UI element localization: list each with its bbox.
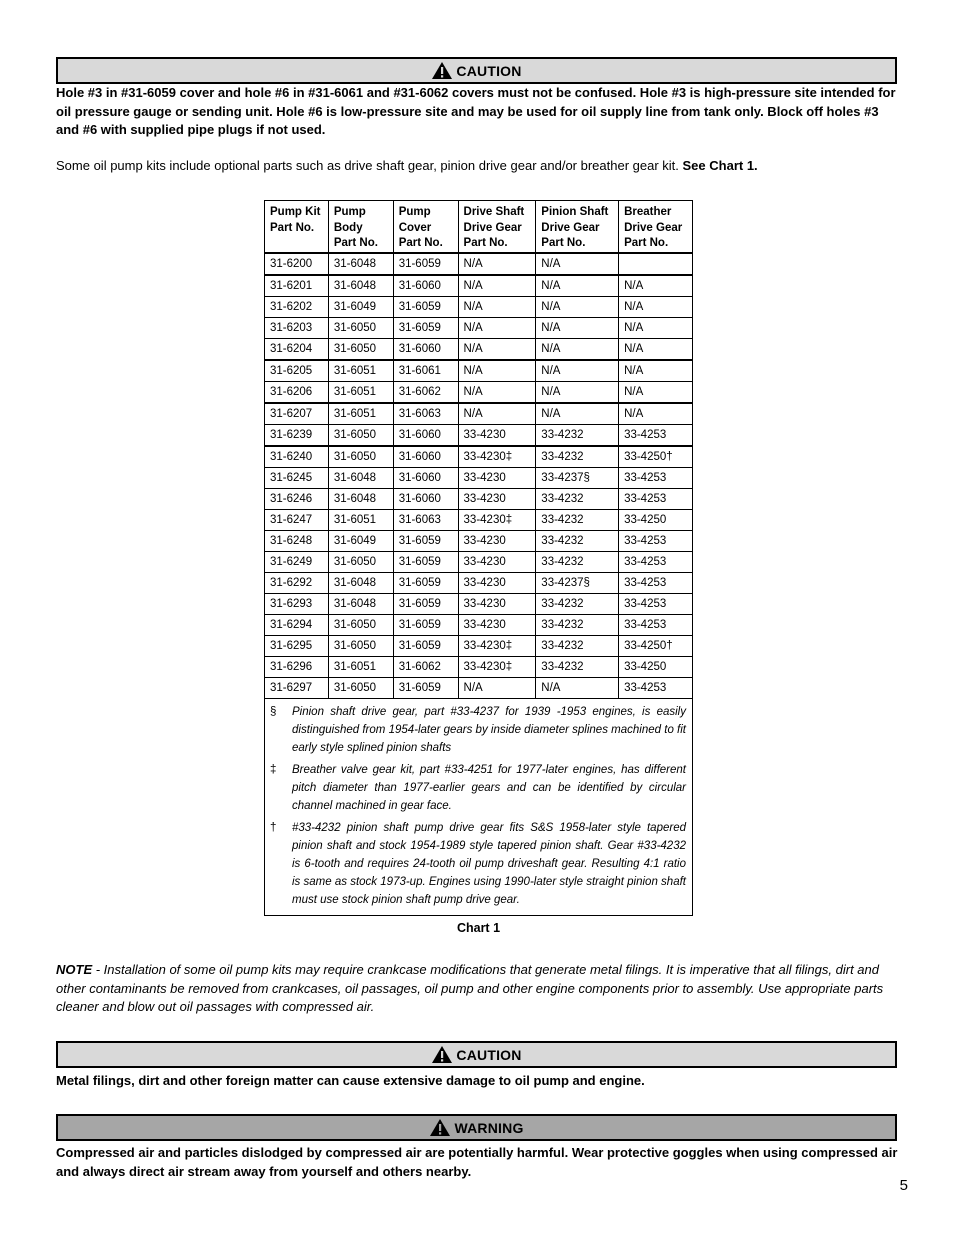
- table-cell: 31-6062: [393, 656, 458, 677]
- note-label: NOTE: [56, 962, 93, 977]
- caution-label: CAUTION: [456, 62, 522, 79]
- intro-paragraph: [56, 157, 899, 176]
- chart-reference: See Chart 1.: [682, 158, 758, 173]
- table-row: [265, 551, 693, 572]
- table-cell: 33-4232: [536, 593, 619, 614]
- column-header: [536, 201, 619, 253]
- table-cell: N/A: [536, 677, 619, 698]
- table-cell: 31-6294: [265, 614, 329, 635]
- table-cell: 31-6059: [393, 572, 458, 593]
- table-row: [265, 530, 693, 551]
- table-cell: 31-6048: [328, 572, 393, 593]
- table-cell: 31-6060: [393, 275, 458, 297]
- column-header-line: Pinion Shaft: [541, 206, 609, 218]
- table-cell: N/A: [619, 338, 693, 360]
- footnote-text: Breather valve gear kit, part #33-4251 for 1977-later engines, has different pitch diameter than 1977-earlier gears and can be identified by circular channel machined in gear face.: [292, 763, 686, 812]
- table-cell: 31-6061: [393, 360, 458, 382]
- column-header-line: Drive Gear: [624, 221, 683, 234]
- intro-text: Some oil pump kits include optional parts such as drive shaft gear, pinion drive gear and/or breather gear kit.: [56, 158, 683, 173]
- table-cell: 31-6051: [328, 509, 393, 530]
- table-cell: 31-6248: [265, 530, 329, 551]
- table-cell: N/A: [536, 275, 619, 297]
- parts-chart: [264, 200, 693, 916]
- table-row: [265, 381, 693, 403]
- table-cell: 31-6202: [265, 296, 329, 317]
- table-cell: 31-6051: [328, 360, 393, 382]
- table-cell: 33-4230: [458, 593, 536, 614]
- table-cell: N/A: [458, 317, 536, 338]
- footnote-text: #33-4232 pinion shaft pump drive gear fits S&S 1958-later style tapered pinion shaft and stock 1954-1989 style tapered pinion shaft. Gear #33-4232 is 6-tooth and requires 24-tooth oil pump driveshaft gear. Resulting 4:1 ratio is same as stock 1973-up. Engines using 1990-later style straight pinion shaft must use stock pinion shaft pump drive gear.: [292, 821, 686, 906]
- table-row: [265, 467, 693, 488]
- table-row: [265, 635, 693, 656]
- table-cell: 31-6206: [265, 381, 329, 403]
- table-cell: 33-4232: [536, 656, 619, 677]
- table-cell: 31-6051: [328, 403, 393, 425]
- caution-label: CAUTION: [456, 1046, 522, 1063]
- note-text: - Installation of some oil pump kits may require crankcase modifications that generate metal filings. It is imperative that all filings, dirt and other contaminants be removed from crankcases, oil passages, oil pump and other engine components prior to assembly. Use appropriate parts cleaner and blow out oil passages with compressed air.: [56, 962, 884, 1014]
- table-cell: 31-6292: [265, 572, 329, 593]
- table-cell: 33-4250: [619, 509, 693, 530]
- table-cell: 31-6051: [328, 381, 393, 403]
- table-cell: 33-4230: [458, 572, 536, 593]
- table-cell: N/A: [458, 253, 536, 275]
- footnote: [270, 761, 686, 815]
- table-row: [265, 488, 693, 509]
- column-header: [328, 201, 393, 253]
- table-cell: 33-4253: [619, 572, 693, 593]
- table-row: [265, 593, 693, 614]
- footnote-symbol: ‡: [270, 763, 277, 776]
- column-header-line: Drive Gear: [463, 221, 522, 234]
- table-cell: 33-4232: [536, 551, 619, 572]
- table-cell: 31-6293: [265, 593, 329, 614]
- table-cell: 31-6060: [393, 488, 458, 509]
- table-cell: 33-4237§: [536, 467, 619, 488]
- table-cell: 31-6050: [328, 446, 393, 468]
- warning-label: WARNING: [454, 1119, 524, 1136]
- table-cell: 33-4230‡: [458, 635, 536, 656]
- table-cell: 31-6239: [265, 424, 329, 446]
- column-header-line: Cover: [398, 221, 432, 234]
- chart-body: [265, 253, 693, 699]
- warning-triangle-icon: [429, 1118, 451, 1137]
- table-cell: 31-6246: [265, 488, 329, 509]
- table-cell: 33-4232: [536, 446, 619, 468]
- column-header-line: Part No.: [398, 237, 443, 249]
- footnote-symbol: †: [270, 821, 277, 834]
- column-header-line: Breather: [624, 206, 672, 218]
- column-header: [619, 201, 693, 253]
- table-cell: 31-6205: [265, 360, 329, 382]
- table-cell: 33-4253: [619, 530, 693, 551]
- table-cell: 31-6059: [393, 317, 458, 338]
- footnote-text: Pinion shaft drive gear, part #33-4237 for 1939 -1953 engines, is easily distinguished from 1954-later gears by inside diameter splines machined to fit early style splined pinion shafts: [292, 705, 686, 754]
- table-cell: 33-4232: [536, 614, 619, 635]
- table-cell: 33-4230: [458, 467, 536, 488]
- chart-header: [265, 201, 693, 253]
- table-cell: 31-6048: [328, 253, 393, 275]
- chart-caption: Chart 1: [456, 921, 501, 935]
- table-cell: N/A: [619, 275, 693, 297]
- table-cell: 31-6203: [265, 317, 329, 338]
- table-cell: 31-6051: [328, 656, 393, 677]
- note-paragraph: [56, 961, 899, 1017]
- column-header: [458, 201, 536, 253]
- table-cell: 31-6240: [265, 446, 329, 468]
- table-cell: N/A: [458, 677, 536, 698]
- table-cell: 31-6247: [265, 509, 329, 530]
- table-cell: N/A: [619, 296, 693, 317]
- table-cell: 31-6201: [265, 275, 329, 297]
- table-cell: 31-6050: [328, 424, 393, 446]
- table-cell: 31-6059: [393, 614, 458, 635]
- table-row: [265, 656, 693, 677]
- table-cell: 33-4232: [536, 635, 619, 656]
- table-cell: 33-4250†: [619, 446, 693, 468]
- table-cell: N/A: [619, 360, 693, 382]
- table-cell: 31-6063: [393, 509, 458, 530]
- table-cell: 31-6060: [393, 338, 458, 360]
- table-cell: 31-6207: [265, 403, 329, 425]
- warning-banner: [56, 1114, 897, 1141]
- table-cell: N/A: [458, 338, 536, 360]
- table-cell: N/A: [458, 360, 536, 382]
- warning-triangle-icon: [431, 1045, 453, 1064]
- warning-triangle-icon: [431, 61, 453, 80]
- table-row: [265, 317, 693, 338]
- table-row: [265, 360, 693, 382]
- table-cell: 33-4253: [619, 424, 693, 446]
- table-row: [265, 253, 693, 275]
- column-header-line: Pump: [398, 206, 431, 218]
- table-cell: 31-6060: [393, 446, 458, 468]
- table-cell: 31-6062: [393, 381, 458, 403]
- table-cell: N/A: [458, 275, 536, 297]
- table-row: [265, 677, 693, 698]
- caution-banner: [56, 57, 897, 84]
- table-cell: 31-6049: [328, 530, 393, 551]
- table-cell: 31-6048: [328, 467, 393, 488]
- table-cell: N/A: [536, 403, 619, 425]
- table-row: [265, 424, 693, 446]
- table-cell: 31-6059: [393, 593, 458, 614]
- table-cell: 31-6050: [328, 551, 393, 572]
- column-header-line: Part No.: [624, 237, 669, 249]
- table-row: [265, 296, 693, 317]
- table-cell: 31-6059: [393, 530, 458, 551]
- table-cell: 33-4230‡: [458, 509, 536, 530]
- warning-text: Compressed air and particles dislodged by compressed air are potentially harmful. Wear protective goggles when using compressed air and always direct air stream away from yourself and others nearby.: [56, 1145, 898, 1179]
- table-cell: N/A: [619, 317, 693, 338]
- table-cell: 33-4232: [536, 488, 619, 509]
- table-cell: 33-4230: [458, 551, 536, 572]
- table-cell: N/A: [536, 317, 619, 338]
- table-row: [265, 338, 693, 360]
- table-cell: 31-6048: [328, 488, 393, 509]
- table-cell: 33-4253: [619, 488, 693, 509]
- table-cell: 33-4253: [619, 614, 693, 635]
- table-cell: 33-4253: [619, 467, 693, 488]
- table-cell: 31-6050: [328, 317, 393, 338]
- table-cell: 31-6050: [328, 635, 393, 656]
- table-cell: 33-4230: [458, 424, 536, 446]
- chart-footnotes: [265, 698, 693, 915]
- table-cell: N/A: [458, 381, 536, 403]
- table-row: [265, 572, 693, 593]
- table-cell: 31-6048: [328, 275, 393, 297]
- table-cell: 31-6049: [328, 296, 393, 317]
- column-header: [393, 201, 458, 253]
- table-cell: N/A: [619, 381, 693, 403]
- table-cell: 31-6060: [393, 424, 458, 446]
- table-cell: 33-4250: [619, 656, 693, 677]
- table-cell: 33-4250†: [619, 635, 693, 656]
- table-cell: N/A: [536, 253, 619, 275]
- table-cell: 33-4253: [619, 677, 693, 698]
- caution-banner-2: [56, 1041, 897, 1068]
- table-cell: 31-6200: [265, 253, 329, 275]
- column-header: [265, 201, 329, 253]
- table-row: [265, 275, 693, 297]
- table-cell: 31-6050: [328, 677, 393, 698]
- table-cell: 31-6249: [265, 551, 329, 572]
- column-header-line: Part No.: [541, 237, 586, 249]
- table-cell: 33-4230‡: [458, 446, 536, 468]
- table-cell: 33-4230: [458, 488, 536, 509]
- column-header-line: Drive Gear: [541, 221, 600, 234]
- table-cell: 31-6060: [393, 467, 458, 488]
- table-row: [265, 403, 693, 425]
- caution-text-2: Metal filings, dirt and other foreign matter can cause extensive damage to oil pump and engine.: [56, 1073, 645, 1088]
- footnote: [270, 703, 686, 757]
- table-cell: 31-6059: [393, 677, 458, 698]
- table-cell: 31-6296: [265, 656, 329, 677]
- table-cell: 33-4230‡: [458, 656, 536, 677]
- table-cell: 33-4232: [536, 424, 619, 446]
- chart-header-row: [265, 201, 693, 253]
- column-header-line: Pump: [333, 206, 366, 218]
- footnote-symbol: §: [270, 705, 277, 718]
- table-cell: 33-4237§: [536, 572, 619, 593]
- table-row: [265, 446, 693, 468]
- table-cell: N/A: [536, 296, 619, 317]
- table-cell: 31-6059: [393, 551, 458, 572]
- table-cell: N/A: [458, 403, 536, 425]
- table-cell: 31-6059: [393, 253, 458, 275]
- table-cell: 31-6059: [393, 635, 458, 656]
- column-header-line: Part No.: [270, 221, 315, 234]
- table-cell: N/A: [458, 296, 536, 317]
- table-cell: 31-6245: [265, 467, 329, 488]
- column-header-line: Body: [333, 221, 363, 234]
- table-row: [265, 509, 693, 530]
- caution-text: Hole #3 in #31-6059 cover and hole #6 in #31-6061 and #31-6062 covers must not be confused. Hole #3 is high-pressure site intended for oil pressure gauge or sending unit. Hole #6 is low-pressure site and may be used for oil supply line from tank only. Block off holes #3 and #6 with supplied pipe plugs if not used.: [56, 85, 896, 137]
- table-cell: N/A: [536, 381, 619, 403]
- table-cell: 31-6297: [265, 677, 329, 698]
- column-header-line: Drive Shaft: [463, 206, 525, 218]
- footnote: [270, 819, 686, 909]
- table-cell: N/A: [536, 338, 619, 360]
- table-cell: 31-6048: [328, 593, 393, 614]
- table-cell: N/A: [536, 360, 619, 382]
- table-cell: 31-6295: [265, 635, 329, 656]
- table-cell: 33-4230: [458, 614, 536, 635]
- table-cell: 31-6204: [265, 338, 329, 360]
- table-cell: 33-4230: [458, 530, 536, 551]
- table-cell: 31-6059: [393, 296, 458, 317]
- table-cell: 33-4232: [536, 509, 619, 530]
- page-number: 5: [899, 1177, 908, 1194]
- table-cell: 33-4253: [619, 593, 693, 614]
- table-cell: 31-6050: [328, 614, 393, 635]
- table-cell: 33-4253: [619, 551, 693, 572]
- column-header-line: Part No.: [463, 237, 508, 249]
- table-cell: [619, 253, 693, 275]
- table-cell: 31-6063: [393, 403, 458, 425]
- column-header-line: Pump Kit: [270, 206, 321, 218]
- column-header-line: Part No.: [333, 237, 378, 249]
- table-cell: 33-4232: [536, 530, 619, 551]
- table-cell: N/A: [619, 403, 693, 425]
- table-cell: 31-6050: [328, 338, 393, 360]
- table-row: [265, 614, 693, 635]
